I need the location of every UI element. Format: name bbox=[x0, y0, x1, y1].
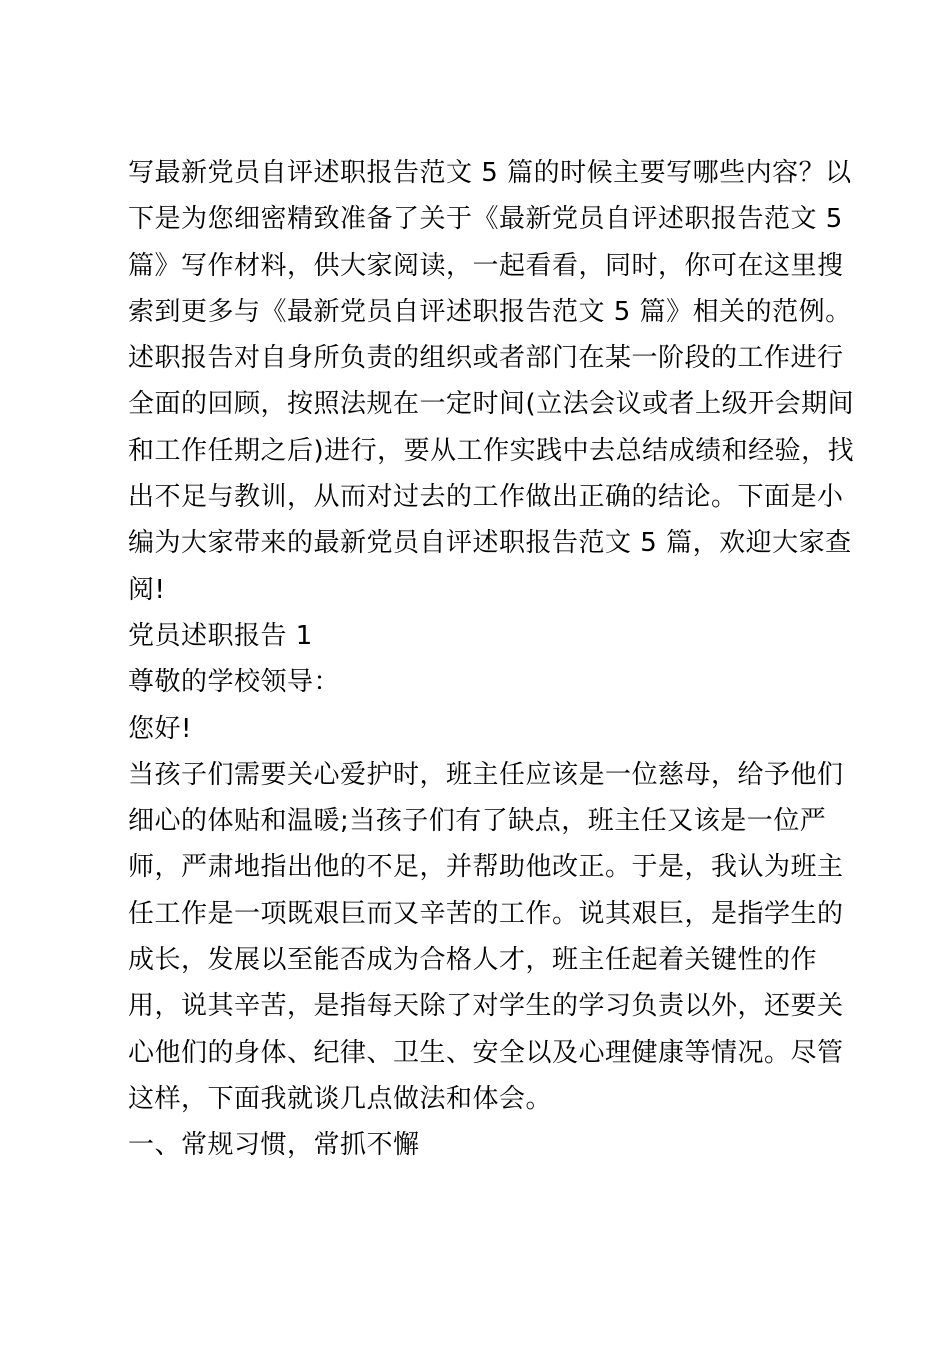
body-line: 当孩子们需要关心爱护时，班主任应该是一位慈母，给予他们 bbox=[128, 759, 844, 790]
subsection-heading: 一、常规习惯，常抓不懈 bbox=[128, 1130, 420, 1161]
intro-line: 索到更多与《最新党员自评述职报告范文 5 篇》相关的范例。 bbox=[128, 296, 852, 327]
body-line: 心他们的身体、纪律、卫生、安全以及心理健康等情况。尽管 bbox=[128, 1037, 844, 1068]
body-line: 任工作是一项既艰巨而又辛苦的工作。说其艰巨，是指学生的 bbox=[128, 898, 844, 929]
salutation: 尊敬的学校领导： bbox=[128, 667, 341, 698]
intro-line: 阅! bbox=[128, 574, 166, 605]
intro-line: 述职报告对自身所负责的组织或者部门在某一阶段的工作进行 bbox=[128, 343, 844, 374]
intro-line: 出不足与教训，从而对过去的工作做出正确的结论。下面是小 bbox=[128, 482, 844, 513]
intro-line: 篇》写作材料，供大家阅读，一起看看，同时，你可在这里搜 bbox=[128, 250, 844, 281]
greeting: 您好! bbox=[128, 713, 192, 744]
intro-line: 写最新党员自评述职报告范文 5 篇的时候主要写哪些内容？以 bbox=[128, 158, 852, 188]
intro-line: 下是为您细密精致准备了关于《最新党员自评述职报告范文 5 bbox=[128, 204, 843, 235]
body-line: 细心的体贴和温暖;当孩子们有了缺点，班主任又该是一位严 bbox=[128, 806, 827, 837]
document-body bbox=[128, 150, 855, 1169]
body-line: 用，说其辛苦，是指每天除了对学生的学习负责以外，还要关 bbox=[128, 991, 844, 1022]
body-line: 这样，下面我就谈几点做法和体会。 bbox=[128, 1083, 553, 1114]
intro-line: 全面的回顾，按照法规在一定时间(立法会议或者上级开会期间 bbox=[128, 389, 855, 420]
intro-line: 编为大家带来的最新党员自评述职报告范文 5 篇，欢迎大家查 bbox=[128, 528, 852, 559]
intro-line: 和工作任期之后)进行，要从工作实践中去总结成绩和经验，找 bbox=[128, 435, 855, 466]
body-line: 师，严肃地指出他的不足，并帮助他改正。于是，我认为班主 bbox=[128, 852, 844, 883]
body-line: 成长，发展以至能否成为合格人才，班主任起着关键性的作 bbox=[128, 945, 818, 976]
section-heading: 党员述职报告 1 bbox=[128, 620, 313, 651]
